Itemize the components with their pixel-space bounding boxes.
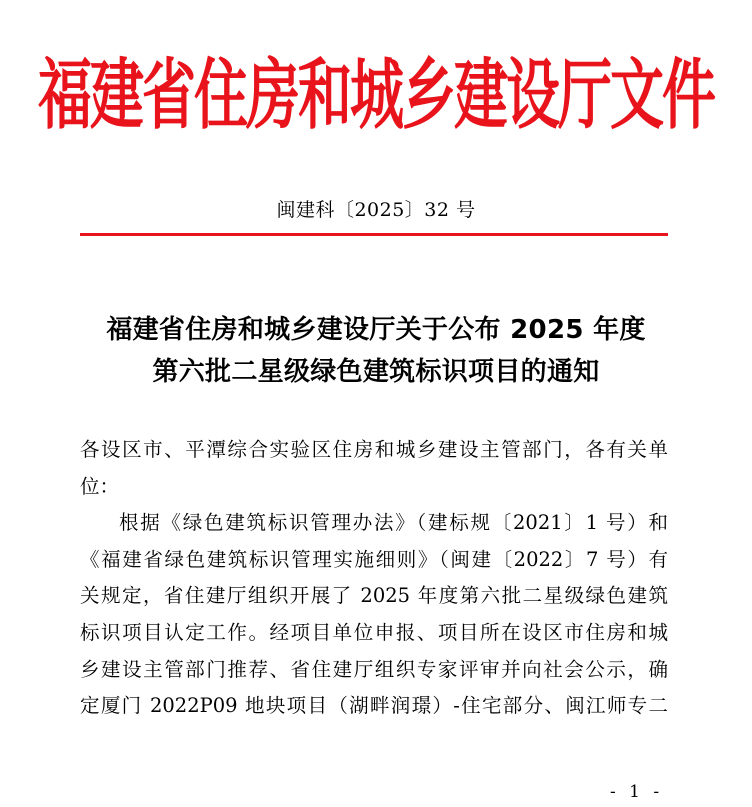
page-number: - 1 - [610, 782, 664, 802]
body-line: 《福建省绿色建筑标识管理实施细则》（闽建〔2022〕7 号）有 [80, 547, 668, 571]
body-line: 关规定，省住建厅组织开展了 2025 年度第六批二星级绿色建筑 [80, 584, 668, 608]
body-line: 定厦门 2022P09 地块项目（湖畔润璟）-住宅部分、闽江师专二 [80, 694, 668, 718]
notice-body [80, 432, 668, 725]
notice-title-line-2: 第六批二星级绿色建筑标识项目的通知 [152, 357, 600, 387]
agency-header-title: 福建省住房和城乡建设厅文件 [38, 50, 714, 140]
body-line: 乡建设主管部门推荐、省住建厅组织专家评审并向社会公示，确 [80, 657, 668, 681]
notice-title-line-1: 福建省住房和城乡建设厅关于公布 2025 年度 [106, 315, 646, 345]
body-line: 位： [80, 474, 120, 498]
body-line: 根据《绿色建筑标识管理办法》（建标规〔2021〕1 号）和 [119, 511, 668, 535]
body-line: 标识项目认定工作。经项目单位申报、项目所在设区市住房和城 [80, 620, 668, 644]
notice-title [0, 309, 752, 393]
red-divider-line [80, 233, 668, 236]
body-line: 各设区市、平潭综合实验区住房和城乡建设主管部门，各有关单 [80, 438, 668, 461]
document-number: 闽建科〔2025〕32 号 [276, 199, 476, 221]
